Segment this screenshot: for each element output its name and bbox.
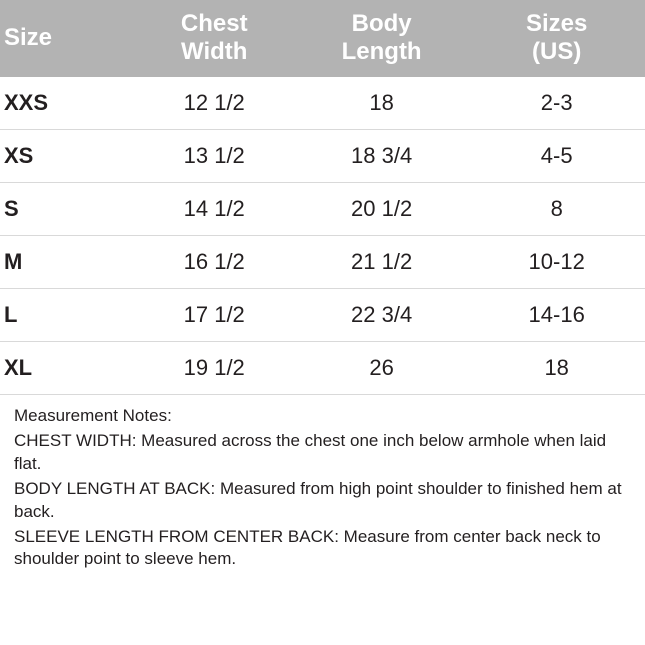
cell-body-length: 18 3/4	[295, 130, 469, 183]
column-header-chest-width	[134, 0, 295, 77]
table-row	[0, 289, 645, 342]
cell-body-length: 20 1/2	[295, 183, 469, 236]
cell-chest-width: 17 1/2	[134, 289, 295, 342]
table-header-row	[0, 0, 645, 77]
column-header-size	[0, 0, 134, 77]
column-header-us-line2: (US)	[532, 37, 582, 65]
column-header-chest-line2: Width	[181, 37, 248, 65]
cell-size: S	[0, 183, 134, 236]
cell-chest-width: 16 1/2	[134, 236, 295, 289]
column-header-body-line1: Body	[351, 10, 412, 37]
cell-body-length: 22 3/4	[295, 289, 469, 342]
note-body-length: BODY LENGTH AT BACK: Measured from high point shoulder to finished hem at back.	[14, 479, 622, 521]
cell-size: XL	[0, 342, 134, 395]
cell-chest-width: 14 1/2	[134, 183, 295, 236]
column-header-chest-line1: Chest	[180, 10, 248, 37]
cell-body-length: 18	[295, 77, 469, 130]
cell-sizes-us: 10-12	[468, 236, 645, 289]
cell-chest-width: 19 1/2	[134, 342, 295, 395]
table-row	[0, 130, 645, 183]
cell-sizes-us: 8	[468, 183, 645, 236]
cell-body-length: 21 1/2	[295, 236, 469, 289]
table-row	[0, 342, 645, 395]
column-header-us-line1: Sizes	[526, 10, 588, 37]
note-chest-width: CHEST WIDTH: Measured across the chest one inch below armhole when laid flat.	[14, 431, 607, 473]
cell-size: XXS	[0, 77, 134, 130]
cell-chest-width: 13 1/2	[134, 130, 295, 183]
cell-size: M	[0, 236, 134, 289]
cell-chest-width: 12 1/2	[134, 77, 295, 130]
column-header-sizes-us	[468, 0, 645, 77]
cell-sizes-us: 4-5	[468, 130, 645, 183]
table-row	[0, 77, 645, 130]
cell-sizes-us: 18	[468, 342, 645, 395]
table-row	[0, 236, 645, 289]
cell-sizes-us: 2-3	[468, 77, 645, 130]
table-body	[0, 77, 645, 395]
note-sleeve-length: SLEEVE LENGTH FROM CENTER BACK: Measure from center back neck to shoulder point to sleeve hem.	[14, 527, 601, 569]
cell-size: XS	[0, 130, 134, 183]
column-header-body-line2: Length	[341, 37, 422, 65]
table-row	[0, 183, 645, 236]
cell-size: L	[0, 289, 134, 342]
cell-body-length: 26	[295, 342, 469, 395]
measurement-notes	[0, 395, 645, 571]
column-header-size-label: Size	[4, 23, 53, 51]
measurement-notes-title: Measurement Notes:	[14, 406, 172, 426]
column-header-body-length	[295, 0, 469, 77]
cell-sizes-us: 14-16	[468, 289, 645, 342]
table-header	[0, 0, 645, 77]
